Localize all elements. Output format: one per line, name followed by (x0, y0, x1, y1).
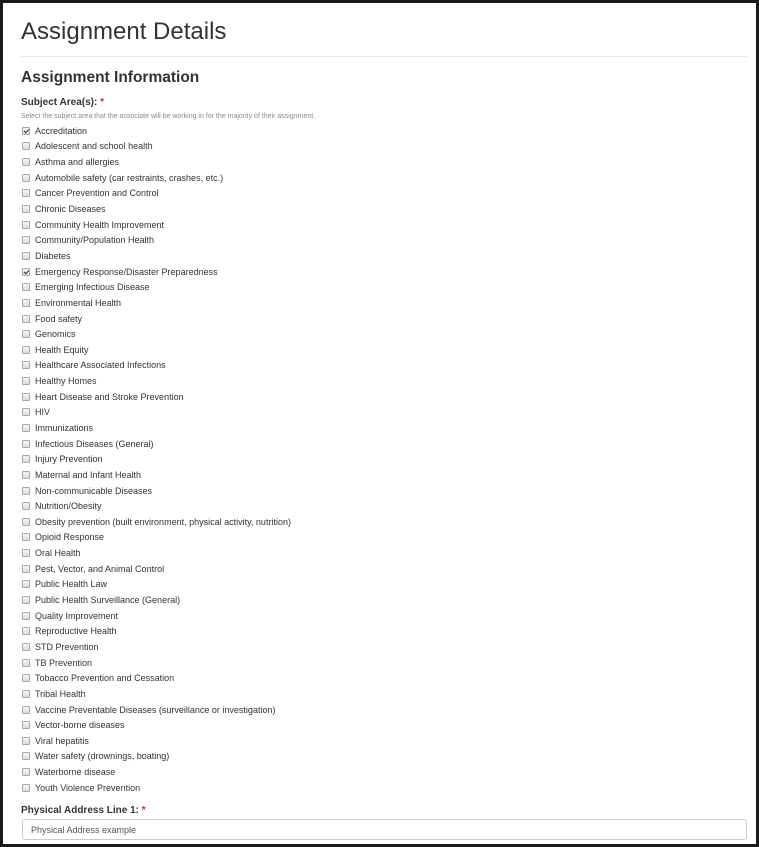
subject-area-option-label: Environmental Health (35, 297, 122, 308)
subject-area-option[interactable] (21, 170, 741, 186)
subject-area-option[interactable] (21, 577, 741, 593)
subject-area-checkbox[interactable] (22, 283, 30, 291)
subject-area-option[interactable] (21, 154, 741, 170)
subject-area-option-label: Non-communicable Diseases (35, 485, 153, 496)
subject-area-option-label: Emerging Infectious Disease (35, 282, 150, 293)
subject-area-option[interactable] (21, 717, 741, 733)
subject-area-checkbox[interactable] (22, 471, 30, 479)
subject-area-option-label: Opioid Response (35, 532, 105, 543)
subject-area-checkbox[interactable] (22, 768, 30, 776)
subject-area-option-label: Maternal and Infant Health (35, 469, 142, 480)
physical-address-line1-input[interactable] (22, 819, 747, 840)
subject-area-checkbox[interactable] (22, 221, 30, 229)
subject-area-checkbox[interactable] (22, 408, 30, 416)
subject-area-option[interactable] (21, 123, 741, 139)
subject-area-option[interactable] (21, 295, 741, 311)
subject-area-checkbox[interactable] (22, 236, 30, 244)
subject-area-checkbox[interactable] (22, 189, 30, 197)
subject-area-option-label: Waterborne disease (35, 767, 116, 778)
subject-area-option-label: Chronic Diseases (35, 204, 106, 215)
subject-area-option-label: STD Prevention (35, 641, 99, 652)
subject-area-option[interactable] (21, 545, 741, 561)
subject-area-checkbox[interactable] (22, 752, 30, 760)
subject-area-option-label: Reproductive Health (35, 626, 117, 637)
subject-area-checkbox[interactable] (22, 596, 30, 604)
subject-area-option[interactable] (21, 639, 741, 655)
subject-area-option-label: Infectious Diseases (General) (35, 438, 154, 449)
required-asterisk: * (100, 97, 105, 108)
subject-area-checkbox[interactable] (22, 612, 30, 620)
subject-area-checkbox[interactable] (22, 205, 30, 213)
subject-area-option[interactable] (21, 733, 741, 749)
subject-area-option[interactable] (21, 217, 741, 233)
subject-area-option-label: Nutrition/Obesity (35, 501, 102, 512)
physical-address-label-text: Physical Address Line 1: (21, 805, 140, 816)
subject-area-option-label: Health Equity (35, 344, 89, 355)
subject-area-option[interactable] (21, 405, 741, 421)
subject-area-option[interactable] (21, 342, 741, 358)
subject-area-checkbox[interactable] (22, 674, 30, 682)
subject-area-option[interactable] (21, 326, 741, 342)
subject-area-option-label: Tobacco Prevention and Cessation (35, 673, 175, 684)
subject-area-option[interactable] (21, 389, 741, 405)
subject-area-option-label: Water safety (drownings, boating) (35, 751, 170, 762)
subject-area-checkbox[interactable] (22, 721, 30, 729)
subject-area-option[interactable] (21, 201, 741, 217)
subject-area-option-label: Healthy Homes (35, 376, 97, 387)
required-asterisk: * (141, 805, 146, 816)
subject-area-checkbox[interactable] (22, 377, 30, 385)
subject-area-option[interactable] (21, 451, 741, 467)
subject-area-option-label: Healthcare Associated Infections (35, 360, 166, 371)
subject-area-checkbox[interactable] (22, 330, 30, 338)
subject-area-option[interactable] (21, 624, 741, 640)
subject-area-checkbox[interactable] (22, 643, 30, 651)
subject-area-checkbox[interactable] (22, 361, 30, 369)
subject-area-option[interactable] (21, 530, 741, 546)
subject-area-label (21, 96, 104, 110)
subject-area-option[interactable] (21, 186, 741, 202)
subject-area-option-label: Vaccine Preventable Diseases (surveillance or investigation) (35, 704, 276, 715)
subject-area-option-label: Vector-borne diseases (35, 720, 125, 731)
subject-area-checkbox[interactable] (22, 690, 30, 698)
subject-area-option[interactable] (21, 483, 741, 499)
subject-area-option[interactable] (21, 311, 741, 327)
subject-area-option[interactable] (21, 358, 741, 374)
subject-area-checkbox[interactable] (22, 424, 30, 432)
subject-area-option[interactable] (21, 749, 741, 765)
subject-area-option[interactable] (21, 436, 741, 452)
subject-area-checkbox[interactable] (22, 502, 30, 510)
page-title: Assignment Details (21, 18, 227, 45)
subject-area-option-label: Viral hepatitis (35, 735, 89, 746)
title-divider (21, 56, 747, 57)
subject-area-option-label: Tribal Health (35, 688, 86, 699)
subject-area-option-label: Asthma and allergies (35, 157, 120, 168)
subject-area-checkbox[interactable] (22, 706, 30, 714)
subject-area-checkbox[interactable] (22, 518, 30, 526)
subject-area-option[interactable] (21, 670, 741, 686)
subject-area-option-label: Accreditation (35, 125, 88, 136)
subject-area-option[interactable] (21, 232, 741, 248)
subject-area-option[interactable] (21, 248, 741, 264)
subject-area-option[interactable] (21, 780, 741, 796)
subject-area-option-label: Public Health Surveillance (General) (35, 595, 181, 606)
subject-area-checkbox[interactable] (22, 737, 30, 745)
subject-area-option-label: Immunizations (35, 422, 94, 433)
subject-area-option[interactable] (21, 498, 741, 514)
subject-area-option-label: Youth Violence Prevention (35, 782, 141, 793)
subject-area-option-label: TB Prevention (35, 657, 93, 668)
subject-area-checkbox[interactable] (22, 346, 30, 354)
subject-area-option[interactable] (21, 373, 741, 389)
subject-area-option[interactable] (21, 279, 741, 295)
subject-area-label-text: Subject Area(s): (21, 97, 98, 108)
subject-area-checkbox-list (21, 123, 741, 796)
subject-area-option-label: HIV (35, 407, 51, 418)
subject-area-checkbox[interactable] (22, 268, 30, 276)
subject-area-help-text: Select the subject area that the associate will be working in for the majority of their assignment. (21, 113, 316, 120)
subject-area-option[interactable] (21, 702, 741, 718)
subject-area-option-label: Quality Improvement (35, 610, 119, 621)
subject-area-option-label: Obesity prevention (built environment, physical activity, nutrition) (35, 516, 291, 527)
subject-area-option[interactable] (21, 561, 741, 577)
subject-area-option-label: Emergency Response/Disaster Preparedness (35, 266, 218, 277)
subject-area-option-label: Pest, Vector, and Animal Control (35, 563, 165, 574)
subject-area-checkbox[interactable] (22, 142, 30, 150)
subject-area-checkbox[interactable] (22, 315, 30, 323)
subject-area-option[interactable] (21, 764, 741, 780)
subject-area-option[interactable] (21, 467, 741, 483)
subject-area-checkbox[interactable] (22, 440, 30, 448)
subject-area-option[interactable] (21, 420, 741, 436)
subject-area-option-label: Community/Population Health (35, 235, 155, 246)
subject-area-option[interactable] (21, 608, 741, 624)
subject-area-checkbox[interactable] (22, 299, 30, 307)
subject-area-option-label: Food safety (35, 313, 83, 324)
subject-area-checkbox[interactable] (22, 659, 30, 667)
subject-area-option[interactable] (21, 139, 741, 155)
section-title: Assignment Information (21, 69, 200, 86)
subject-area-option-label: Heart Disease and Stroke Prevention (35, 391, 184, 402)
subject-area-checkbox[interactable] (22, 393, 30, 401)
subject-area-checkbox[interactable] (22, 565, 30, 573)
subject-area-checkbox[interactable] (22, 158, 30, 166)
subject-area-option-label: Injury Prevention (35, 454, 103, 465)
subject-area-checkbox[interactable] (22, 487, 30, 495)
subject-area-checkbox[interactable] (22, 784, 30, 792)
subject-area-option-label: Community Health Improvement (35, 219, 165, 230)
subject-area-option-label: Oral Health (35, 548, 81, 559)
subject-area-checkbox[interactable] (22, 174, 30, 182)
subject-area-checkbox[interactable] (22, 627, 30, 635)
subject-area-checkbox[interactable] (22, 252, 30, 260)
subject-area-option-label: Diabetes (35, 250, 71, 261)
subject-area-option[interactable] (21, 592, 741, 608)
physical-address-label (21, 804, 146, 818)
subject-area-checkbox[interactable] (22, 533, 30, 541)
subject-area-option[interactable] (21, 514, 741, 530)
subject-area-option-label: Automobile safety (car restraints, crashes, etc.) (35, 172, 224, 183)
subject-area-checkbox[interactable] (22, 580, 30, 588)
subject-area-checkbox[interactable] (22, 549, 30, 557)
subject-area-option-label: Genomics (35, 329, 76, 340)
subject-area-checkbox[interactable] (22, 455, 30, 463)
subject-area-option-label: Cancer Prevention and Control (35, 188, 159, 199)
subject-area-option-label: Adolescent and school health (35, 141, 153, 152)
subject-area-option[interactable] (21, 686, 741, 702)
subject-area-option-label: Public Health Law (35, 579, 108, 590)
subject-area-option[interactable] (21, 655, 741, 671)
subject-area-option[interactable] (21, 264, 741, 280)
subject-area-checkbox[interactable] (22, 127, 30, 135)
